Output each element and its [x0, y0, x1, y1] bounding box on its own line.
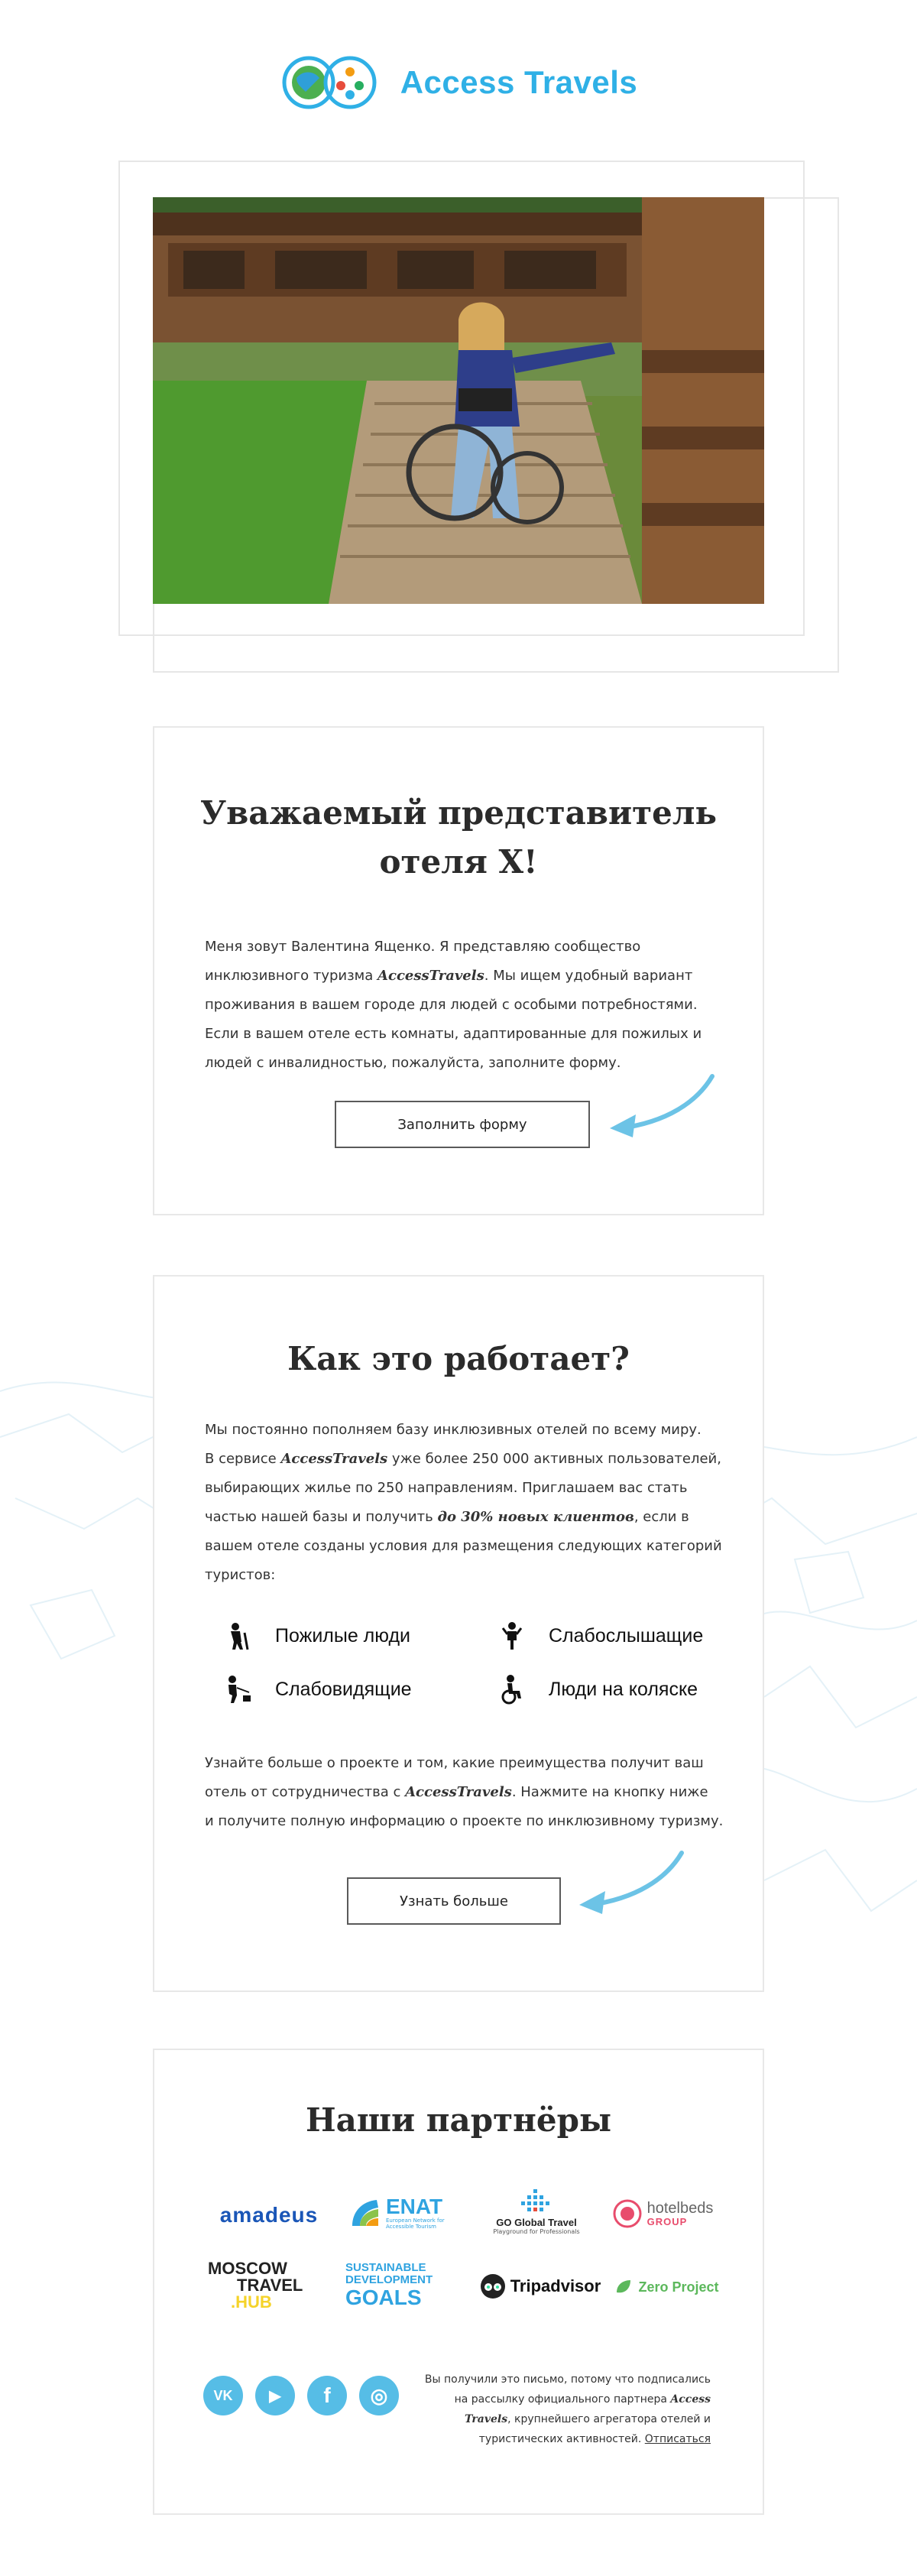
hero-photo: [153, 197, 764, 604]
category-label: Пожилые люди: [275, 1624, 411, 1646]
how-line: вашем отеле созданы условия для размещения следующих категорий: [205, 1538, 722, 1554]
partner-tripadvisor-label: Tripadvisor: [510, 2276, 601, 2295]
arrow-icon: [605, 1072, 720, 1140]
instagram-label: ◎: [370, 2383, 388, 2407]
partner-amadeus-label: amadeus: [219, 2203, 319, 2227]
partner-sdg[interactable]: [345, 2253, 468, 2318]
partner-hotelbeds-sub: GROUP: [646, 2215, 688, 2227]
how-it-works-card: [153, 1275, 764, 1992]
instagram-icon[interactable]: [359, 2376, 399, 2415]
how-line: выбирающих жилье по 250 направлениям. Приглашаем вас стать: [205, 1480, 688, 1496]
partner-hotelbeds-label: hotelbeds: [646, 2199, 714, 2217]
footer-notice: [405, 2370, 711, 2449]
footer-line: Вы получили это письмо, потому что подписались: [424, 2373, 711, 2386]
category-label: Слабовидящие: [275, 1678, 412, 1700]
visually-impaired-icon: [223, 1674, 254, 1705]
brand-name[interactable]: Access Travels: [400, 64, 638, 100]
greeting-line: инклюзивного туризма: [205, 968, 378, 984]
brand-inline: AccessTravels: [405, 1784, 512, 1800]
partner-sdg-line2: DEVELOPMENT: [345, 2273, 433, 2286]
how-line: . Нажмите на кнопку ниже: [511, 1784, 708, 1800]
category-visually: [223, 1674, 412, 1705]
zero-project-logo-icon: [614, 2277, 633, 2297]
partner-tripadvisor[interactable]: [475, 2267, 605, 2305]
partner-mth-line2: TRAVEL: [237, 2276, 303, 2295]
greeting-line: проживания в вашем городе для людей с особыми потребностями.: [205, 997, 698, 1013]
enat-logo-icon: [349, 2197, 381, 2229]
facebook-label: f: [323, 2383, 331, 2407]
partner-zero-project[interactable]: [605, 2270, 727, 2304]
partner-enat-label: ENAT: [386, 2195, 443, 2218]
footer-line: , крупнейшего агрегатора отелей и: [507, 2413, 711, 2425]
hotelbeds-logo-icon: [612, 2198, 643, 2229]
greeting-title-line2: отеля X!: [379, 843, 538, 881]
how-line: В сервисе: [205, 1451, 281, 1467]
partner-mth-line3: .HUB: [231, 2292, 272, 2312]
logo-icon[interactable]: [280, 52, 379, 113]
partner-sdg-line1: SUSTAINABLE: [345, 2261, 426, 2274]
category-label: Люди на коляске: [549, 1678, 698, 1700]
greeting-line: . Мы ищем удобный вариант: [484, 968, 693, 984]
greeting-line: людей с инвалидностью, пожалуйста, заполните форму.: [205, 1055, 621, 1071]
category-wheelchair: [497, 1674, 698, 1705]
greeting-line: Меня зовут Валентина Ященко. Я представляю сообщество: [205, 939, 641, 955]
how-line: , если в: [633, 1509, 689, 1525]
vk-label: VK: [213, 2387, 233, 2403]
partners-title: Наши партнёры: [305, 2101, 612, 2139]
partner-sdg-line3: GOALS: [345, 2286, 422, 2309]
youtube-icon[interactable]: [255, 2376, 295, 2415]
category-elderly: [223, 1621, 410, 1651]
greeting-card: [153, 726, 764, 1215]
partner-enat[interactable]: [349, 2188, 464, 2238]
how-line: туристов:: [205, 1567, 276, 1583]
fill-form-button[interactable]: Заполнить форму: [335, 1101, 590, 1148]
hearing-impaired-icon: [497, 1621, 527, 1651]
greeting-title-line1: Уважаемый представитель: [199, 794, 718, 832]
how-more-text: [205, 1749, 740, 1836]
facebook-icon[interactable]: [307, 2376, 347, 2415]
partner-go-sub: Playground for Professionals: [493, 2228, 580, 2235]
footer-line: на рассылку официального партнера: [454, 2393, 671, 2406]
vk-icon[interactable]: [203, 2376, 243, 2415]
partner-enat-sub: European Network for Accessible Tourism: [386, 2218, 445, 2230]
how-title: Как это работает?: [287, 1340, 630, 1377]
wheelchair-icon: [497, 1674, 527, 1705]
youtube-label: ▶: [269, 2387, 281, 2405]
how-line: и получите полную информацию о проекте по инклюзивному туризму.: [205, 1813, 724, 1829]
partner-go-global[interactable]: [475, 2182, 598, 2243]
greeting-text: [205, 933, 724, 1078]
partner-moscow-travel-hub[interactable]: [208, 2255, 330, 2316]
elderly-icon: [223, 1621, 254, 1651]
partner-zero-label: Zero Project: [638, 2279, 719, 2295]
tripadvisor-logo-icon: [480, 2273, 506, 2299]
how-line: уже более 250 000 активных пользователей,: [387, 1451, 721, 1467]
category-hearing: [497, 1621, 703, 1651]
greeting-line: Если в вашем отеле есть комнаты, адаптированные для пожилых и: [205, 1026, 702, 1042]
partner-go-label: GO Global Travel: [496, 2217, 577, 2228]
arrow-icon: [575, 1848, 689, 1917]
partner-mth-line1: MOSCOW: [208, 2259, 287, 2278]
category-label: Слабослышащие: [549, 1624, 704, 1646]
brand-inline: Access: [670, 2393, 711, 2406]
how-line: отель от сотрудничества с: [205, 1784, 406, 1800]
how-line: Узнайте больше о проекте и том, какие преимущества получит ваш: [205, 1755, 704, 1771]
learn-more-button[interactable]: Узнать больше: [347, 1877, 561, 1925]
brand-inline: AccessTravels: [280, 1451, 388, 1467]
partner-amadeus[interactable]: [208, 2192, 330, 2238]
brand-inline: AccessTravels: [377, 968, 484, 984]
footer-line: туристических активностей.: [478, 2433, 645, 2445]
how-line: Мы постоянно пополняем базу инклюзивных отелей по всему миру.: [205, 1422, 702, 1438]
highlight-inline: до 30% новых клиентов: [437, 1509, 634, 1525]
how-line: частью нашей базы и получить: [205, 1509, 438, 1525]
go-global-logo-icon: [521, 2189, 552, 2217]
brand-inline: Travels: [465, 2413, 508, 2425]
partner-hotelbeds[interactable]: [598, 2191, 727, 2237]
unsubscribe-link[interactable]: Отписаться: [644, 2433, 711, 2445]
greeting-title: [154, 789, 763, 887]
header: [0, 47, 917, 118]
how-text: [205, 1416, 740, 1590]
